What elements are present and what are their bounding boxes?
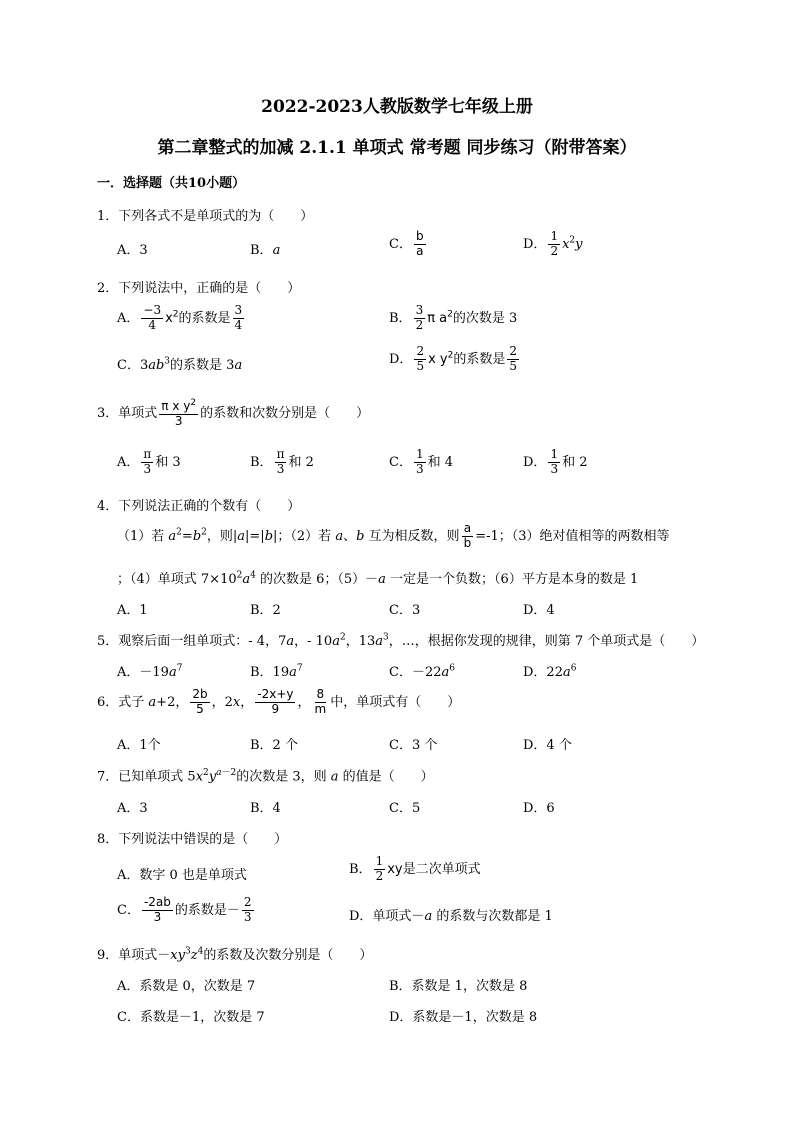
question-1-option-b[interactable]: B．a <box>250 243 281 258</box>
question-1-option-a[interactable]: A．3 <box>117 243 148 258</box>
document-title: 2022-2023人教版数学七年级上册 <box>261 97 533 117</box>
question-4-option-a[interactable]: A．1 <box>117 603 148 618</box>
question-5-option-a[interactable]: A．$-19a^7$ <box>117 663 183 680</box>
question-3-stem: 3．单项式 $\frac{\pi x y^2}{3}$ 的系数和次数分别是（ ） <box>97 398 370 428</box>
question-7-option-b[interactable]: B．4 <box>250 801 281 816</box>
question-7-option-a[interactable]: A．3 <box>117 801 148 816</box>
question-8-stem: 8．下列说法中错误的是（ ） <box>97 832 288 847</box>
question-6-option-a[interactable]: A．1个 <box>117 738 161 753</box>
question-3-option-c[interactable]: C． $\frac{1}{3}$ 和 4 <box>389 447 453 476</box>
question-8-option-b[interactable]: B． $\frac{1}{2}$ xy是二次单项式 <box>349 854 481 883</box>
question-5-option-b[interactable]: B．$19a^7$ <box>250 663 303 680</box>
question-6-stem: 6．式子 a+2， $\frac{2b}{5}$ ，2x， $\frac{-2x+y}{9}$ ， $\frac{8}{m}$ 中，单项式有（ ） <box>97 687 461 716</box>
question-9-option-d[interactable]: D．系数是－1，次数是 8 <box>389 1010 538 1025</box>
question-7-option-c[interactable]: C．5 <box>389 801 421 816</box>
question-2-stem: 2．下列说法中，正确的是（ ） <box>97 281 301 296</box>
question-5-option-c[interactable]: C．$-22a^6$ <box>389 663 455 680</box>
question-3-option-a[interactable]: A． $\frac{\pi}{3}$ 和 3 <box>117 447 181 476</box>
question-3-option-b[interactable]: B． $\frac{\pi}{3}$ 和 2 <box>250 447 314 476</box>
question-2-option-a[interactable]: A． $\frac{-3}{4}$ $x^2$的系数是 $\frac{3}{4}$ <box>117 303 243 332</box>
question-4-option-c[interactable]: C．3 <box>389 603 421 618</box>
question-8-option-c[interactable]: C． $\frac{-2ab}{3}$ 的系数是－ $\frac{2}{3}$ <box>117 895 252 924</box>
question-7-option-d[interactable]: D．6 <box>523 801 555 816</box>
question-2-option-c[interactable]: C．$3ab^3$的系数是 3a <box>117 356 243 373</box>
question-1-option-c[interactable]: C． $\frac{b}{a}$ <box>389 229 424 258</box>
question-5-stem: 5．观察后面一组单项式：- 4，7a，- $10a^2$，$13a^3$，…，根据你发现的规律，则第 7 个单项式是（ ） <box>97 632 705 649</box>
question-8-option-a[interactable]: A．数字 0 也是单项式 <box>117 868 247 883</box>
question-2-option-d[interactable]: D． $\frac{2}{5}$ x $y^2$的系数是 $\frac{2}{5}$ <box>389 344 517 373</box>
question-9-option-b[interactable]: B．系数是 1，次数是 8 <box>389 979 528 994</box>
question-2-option-b[interactable]: B． $\frac{3}{2}$ π $a^2$的次数是 3 <box>389 303 518 332</box>
question-1-stem: 1．下列各式不是单项式的为（ ） <box>97 209 314 224</box>
question-4-stem: 4．下列说法正确的个数有（ ） <box>97 499 301 514</box>
question-6-option-b[interactable]: B．2 个 <box>250 738 298 753</box>
question-6-option-c[interactable]: C．3 个 <box>389 738 438 753</box>
question-8-option-d[interactable]: D．单项式－a 的系数与次数都是 1 <box>349 909 553 924</box>
section-heading: 一．选择题（共10小题） <box>97 176 246 191</box>
question-9-stem: 9．单项式$-xy^3z^4$的系数及次数分别是（ ） <box>97 946 373 963</box>
question-3-option-d[interactable]: D． $\frac{1}{3}$ 和 2 <box>523 447 588 476</box>
document-subtitle: 第二章整式的加减 2.1.1 单项式 常考题 同步练习（附带答案） <box>157 138 637 158</box>
question-4-option-b[interactable]: B．2 <box>250 603 281 618</box>
question-4-option-d[interactable]: D．4 <box>523 603 555 618</box>
question-5-option-d[interactable]: D．$22a^6$ <box>523 663 577 680</box>
question-4-line-2: ；（4）单项式 $7\times 10^2a^4$ 的次数是 6；（5）－a 一定是一个负数；（6）平方是本身的数是 1 <box>117 570 639 587</box>
question-9-option-a[interactable]: A．系数是 0，次数是 7 <box>117 979 256 994</box>
question-6-option-d[interactable]: D．4 个 <box>523 738 572 753</box>
question-1-option-d[interactable]: D． $\frac{1}{2}$ $x^2y$ <box>523 229 583 258</box>
question-7-stem: 7．已知单项式 $5x^2y^{a-2}$的次数是 3，则 a 的值是（ ） <box>97 768 434 785</box>
question-9-option-c[interactable]: C．系数是－1，次数是 7 <box>117 1010 265 1025</box>
question-4-line-1: （1）若 $a^2=b^2$，则|a|=|b|；（2）若 a、b 互为相反数，则 $\frac{a}{b}$ =-1；（3）绝对值相等的两数相等 <box>117 521 670 550</box>
